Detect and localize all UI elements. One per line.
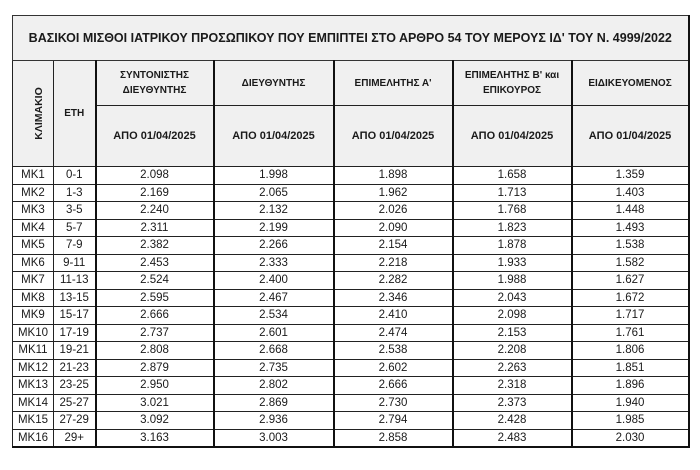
salary-cell: 2.153 <box>453 324 572 342</box>
salary-cell: 2.169 <box>96 184 214 202</box>
salary-cell: 1.985 <box>572 412 689 430</box>
salary-cell: 1.672 <box>572 289 689 307</box>
header-syntonistis: ΣΥΝΤΟΝΙΣΤΗΣ ΔΙΕΥΘΥΝΤΗΣ <box>96 61 214 106</box>
table-row <box>13 342 689 360</box>
salary-cell: 2.936 <box>214 412 334 430</box>
step-cell: ΜΚ8 <box>13 289 54 307</box>
salary-cell: 2.263 <box>453 359 572 377</box>
salary-cell: 3.163 <box>96 429 214 447</box>
salary-cell: 2.879 <box>96 359 214 377</box>
salary-cell: 3.021 <box>96 394 214 412</box>
salary-cell: 2.428 <box>453 412 572 430</box>
salary-cell: 2.602 <box>334 359 453 377</box>
salary-cell: 2.538 <box>334 342 453 360</box>
salary-cell: 2.802 <box>214 377 334 395</box>
salary-cell: 1.627 <box>572 272 689 290</box>
step-cell: ΜΚ13 <box>13 377 54 395</box>
salary-cell: 3.092 <box>96 412 214 430</box>
salary-cell: 2.453 <box>96 254 214 272</box>
years-cell: 7-9 <box>54 237 96 255</box>
salary-cell: 2.410 <box>334 307 453 325</box>
salary-cell: 2.154 <box>334 237 453 255</box>
salary-cell: 2.043 <box>453 289 572 307</box>
table-row <box>13 429 689 447</box>
salary-cell: 1.448 <box>572 202 689 220</box>
header-date: ΑΠΟ 01/04/2025 <box>334 106 453 167</box>
salary-cell: 2.266 <box>214 237 334 255</box>
table-row <box>13 377 689 395</box>
salary-cell: 2.373 <box>453 394 572 412</box>
step-cell: ΜΚ12 <box>13 359 54 377</box>
salary-cell: 1.717 <box>572 307 689 325</box>
step-cell: ΜΚ5 <box>13 237 54 255</box>
years-cell: 13-15 <box>54 289 96 307</box>
table-row <box>13 219 689 237</box>
salary-cell: 2.030 <box>572 429 689 447</box>
salary-cell: 2.595 <box>96 289 214 307</box>
salary-cell: 2.808 <box>96 342 214 360</box>
step-cell: ΜΚ7 <box>13 272 54 290</box>
salary-cell: 1.768 <box>453 202 572 220</box>
salary-cell: 2.737 <box>96 324 214 342</box>
salary-cell: 1.806 <box>572 342 689 360</box>
salary-cell: 2.311 <box>96 219 214 237</box>
salary-cell: 1.403 <box>572 184 689 202</box>
header-date: ΑΠΟ 01/04/2025 <box>96 106 214 167</box>
salary-cell: 1.582 <box>572 254 689 272</box>
header-date: ΑΠΟ 01/04/2025 <box>572 106 689 167</box>
salary-cell: 2.467 <box>214 289 334 307</box>
salary-cell: 2.666 <box>334 377 453 395</box>
salary-cell: 1.998 <box>214 167 334 185</box>
salary-cell: 2.666 <box>96 307 214 325</box>
years-cell: 17-19 <box>54 324 96 342</box>
salary-cell: 2.730 <box>334 394 453 412</box>
header-epimelitis-b: ΕΠΙΜΕΛΗΤΗΣ Β' και ΕΠΙΚΟΥΡΟΣ <box>453 61 572 106</box>
salary-cell: 1.823 <box>453 219 572 237</box>
salary-cell: 2.218 <box>334 254 453 272</box>
table-row <box>13 324 689 342</box>
salary-cell: 3.003 <box>214 429 334 447</box>
table-row <box>13 307 689 325</box>
salary-cell: 2.950 <box>96 377 214 395</box>
salary-cell: 2.098 <box>96 167 214 185</box>
salary-cell: 2.524 <box>96 272 214 290</box>
years-cell: 23-25 <box>54 377 96 395</box>
step-cell: ΜΚ1 <box>13 167 54 185</box>
salary-cell: 1.988 <box>453 272 572 290</box>
years-cell: 5-7 <box>54 219 96 237</box>
salary-cell: 2.333 <box>214 254 334 272</box>
years-cell: 19-21 <box>54 342 96 360</box>
salary-cell: 2.208 <box>453 342 572 360</box>
header-epimelitis-a: ΕΠΙΜΕΛΗΤΗΣ Α' <box>334 61 453 106</box>
header-eidikevomenos: ΕΙΔΙΚΕΥΟΜΕΝΟΣ <box>572 61 689 106</box>
step-cell: ΜΚ6 <box>13 254 54 272</box>
salary-cell: 2.794 <box>334 412 453 430</box>
header-diefthyntis: ΔΙΕΥΘΥΝΤΗΣ <box>214 61 334 106</box>
salary-cell: 2.132 <box>214 202 334 220</box>
salary-cell: 2.400 <box>214 272 334 290</box>
step-cell: ΜΚ16 <box>13 429 54 447</box>
table-row <box>13 394 689 412</box>
salary-cell: 2.735 <box>214 359 334 377</box>
salary-cell: 2.869 <box>214 394 334 412</box>
table-title: ΒΑΣΙΚΟΙ ΜΙΣΘΟΙ ΙΑΤΡΙΚΟΥ ΠΡΟΣΩΠΙΚΟΥ ΠΟΥ ΕΜΠΙΠΤΕΙ ΣΤΟ ΑΡΘΡΟ 54 ΤΟΥ ΜΕΡΟΥΣ ΙΔ' ΤΟΥ Ν. 4999/2022 <box>13 16 689 61</box>
years-cell: 15-17 <box>54 307 96 325</box>
years-cell: 25-27 <box>54 394 96 412</box>
table-row <box>13 167 689 185</box>
salary-cell: 1.538 <box>572 237 689 255</box>
step-cell: ΜΚ4 <box>13 219 54 237</box>
table-row <box>13 237 689 255</box>
table-row <box>13 184 689 202</box>
step-cell: ΜΚ11 <box>13 342 54 360</box>
salary-cell: 1.851 <box>572 359 689 377</box>
salary-cell: 2.474 <box>334 324 453 342</box>
table-row <box>13 412 689 430</box>
years-cell: 0-1 <box>54 167 96 185</box>
salary-cell: 2.346 <box>334 289 453 307</box>
salary-cell: 2.026 <box>334 202 453 220</box>
salary-cell: 2.282 <box>334 272 453 290</box>
years-cell: 27-29 <box>54 412 96 430</box>
salary-cell: 2.090 <box>334 219 453 237</box>
step-cell: ΜΚ14 <box>13 394 54 412</box>
salary-cell: 2.668 <box>214 342 334 360</box>
salary-table <box>12 15 690 448</box>
step-cell: ΜΚ15 <box>13 412 54 430</box>
salary-cell: 1.898 <box>334 167 453 185</box>
salary-cell: 1.658 <box>453 167 572 185</box>
table-row <box>13 359 689 377</box>
salary-cell: 2.483 <box>453 429 572 447</box>
salary-cell: 2.065 <box>214 184 334 202</box>
header-date: ΑΠΟ 01/04/2025 <box>214 106 334 167</box>
salary-cell: 1.359 <box>572 167 689 185</box>
salary-cell: 2.382 <box>96 237 214 255</box>
years-cell: 9-11 <box>54 254 96 272</box>
step-cell: ΜΚ9 <box>13 307 54 325</box>
salary-cell: 1.713 <box>453 184 572 202</box>
years-cell: 29+ <box>54 429 96 447</box>
header-eti: ΕΤΗ <box>54 61 96 167</box>
years-cell: 1-3 <box>54 184 96 202</box>
step-cell: ΜΚ2 <box>13 184 54 202</box>
step-cell: ΜΚ10 <box>13 324 54 342</box>
years-cell: 21-23 <box>54 359 96 377</box>
salary-cell: 1.896 <box>572 377 689 395</box>
table-row <box>13 254 689 272</box>
step-cell: ΜΚ3 <box>13 202 54 220</box>
salary-cell: 1.878 <box>453 237 572 255</box>
table-row <box>13 272 689 290</box>
salary-cell: 2.098 <box>453 307 572 325</box>
table-row <box>13 289 689 307</box>
years-cell: 3-5 <box>54 202 96 220</box>
years-cell: 11-13 <box>54 272 96 290</box>
salary-cell: 2.318 <box>453 377 572 395</box>
salary-cell: 2.240 <box>96 202 214 220</box>
salary-cell: 1.962 <box>334 184 453 202</box>
salary-cell: 2.858 <box>334 429 453 447</box>
salary-cell: 1.933 <box>453 254 572 272</box>
salary-cell: 1.493 <box>572 219 689 237</box>
salary-cell: 2.199 <box>214 219 334 237</box>
salary-cell: 2.534 <box>214 307 334 325</box>
header-date: ΑΠΟ 01/04/2025 <box>453 106 572 167</box>
header-klimakio <box>13 61 54 167</box>
header-klimakio-label: ΚΛΙΜΑΚΙΟ <box>32 87 45 140</box>
salary-cell: 1.761 <box>572 324 689 342</box>
salary-cell: 2.601 <box>214 324 334 342</box>
salary-cell: 1.940 <box>572 394 689 412</box>
table-row <box>13 202 689 220</box>
